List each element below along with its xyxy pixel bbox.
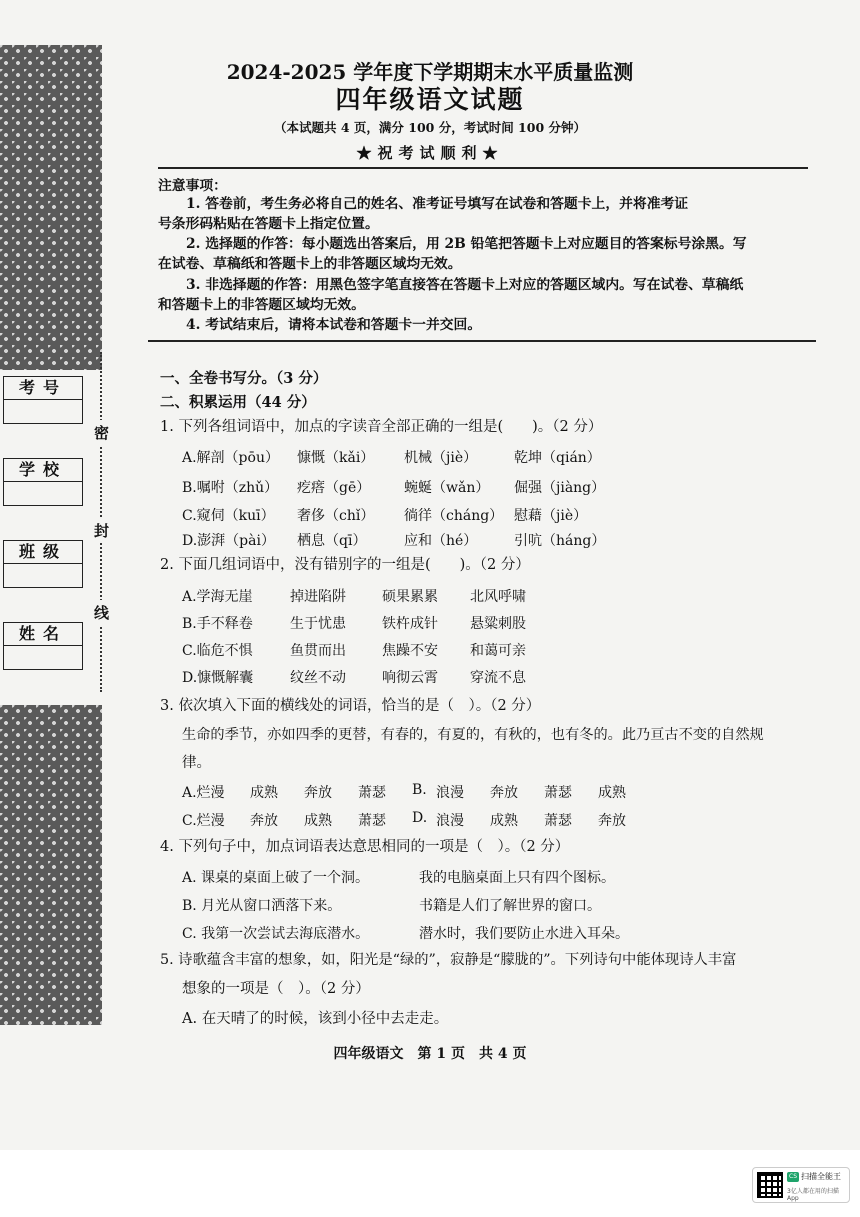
question-2-stem: 2. 下面几组词语中，没有错别字的一组是( )。（2 分）	[160, 557, 530, 573]
question-3-passage-line-1: 生命的季节，亦如四季的更替，有春的，有夏的，有秋的，也有冬的。此乃亘古不变的自然规	[182, 727, 764, 743]
class-label: 班级	[4, 541, 82, 564]
exam-period-title: 2024-2025 学年度下学期期末水平质量监测	[226, 60, 634, 84]
exam-number-label: 考号	[4, 377, 82, 400]
scanner-app-subtitle: 3亿人都在用的扫描App	[787, 1188, 839, 1202]
question-3-passage-line-2: 律。	[182, 755, 211, 771]
binding-label-seal2: 封	[94, 518, 109, 543]
notice-line-1: 1. 答卷前，考生务必将自己的姓名、准考证号填写在试卷和答题卡上，并将准考证	[186, 196, 689, 212]
binding-pattern-bottom	[0, 705, 102, 1025]
header-divider	[158, 167, 808, 169]
binding-label-line: 线	[94, 600, 109, 625]
class-box	[3, 540, 83, 588]
scanner-logo-icon: CS	[789, 1173, 797, 1180]
school-box	[3, 458, 83, 506]
blessing-text: ★祝考试顺利★	[356, 144, 504, 162]
section-1-heading: 一、全卷书写分。（3 分）	[160, 370, 328, 387]
question-1-stem: 1. 下列各组词语中，加点的字读音全部正确的一组是( )。（2 分）	[160, 419, 603, 435]
notice-line-6: 和答题卡上的非答题区域均无效。	[158, 297, 365, 313]
question-5-stem-line-1: 5. 诗歌蕴含丰富的想象，如，阳光是“绿的”，寂静是“朦胧的”。下列诗句中能体现诗人丰富	[160, 952, 737, 968]
section-2-heading: 二、积累运用（44 分）	[160, 394, 316, 411]
question-4-stem: 4. 下列句子中，加点词语表达意思相同的一项是（ ）。（2 分）	[160, 839, 570, 855]
scanner-app-name: 扫描全能王	[801, 1172, 841, 1181]
notice-line-5: 3. 非选择题的作答：用黑色签字笔直接答在答题卡上对应的答题区域内。写在试卷、草稿纸	[186, 277, 744, 293]
exam-number-box	[3, 376, 83, 424]
page-footer: 四年级语文 第 1 页 共 4 页	[333, 1046, 527, 1062]
question-5-option-a: A. 在天晴了的时候，该到小径中去走走。	[182, 1011, 449, 1027]
notice-heading: 注意事项：	[158, 178, 227, 194]
name-label: 姓名	[4, 623, 82, 646]
notice-line-4: 在试卷、草稿纸和答题卡上的非答题区域均无效。	[158, 256, 462, 272]
notice-line-2: 号条形码粘贴在答题卡上指定位置。	[158, 216, 379, 232]
notice-divider	[148, 340, 816, 342]
question-5-stem-line-2: 想象的一项是（ ）。（2 分）	[182, 981, 370, 997]
scanner-app-badge	[752, 1167, 850, 1203]
question-3-stem: 3. 依次填入下面的横线处的词语，恰当的是（ ）。（2 分）	[160, 698, 541, 714]
qr-code-icon	[757, 1172, 783, 1198]
binding-label-seal: 密	[94, 420, 109, 445]
school-label: 学校	[4, 459, 82, 482]
name-box	[3, 622, 83, 670]
notice-line-3: 2. 选择题的作答：每小题选出答案后，用 2B 铅笔把答题卡上对应题目的答案标号涂黑。写	[186, 236, 747, 252]
exam-subject-title: 四年级语文试题	[335, 85, 525, 114]
exam-info: （本试题共 4 页，满分 100 分，考试时间 100 分钟）	[274, 120, 586, 135]
notice-line-7: 4. 考试结束后，请将本试卷和答题卡一并交回。	[186, 317, 482, 333]
